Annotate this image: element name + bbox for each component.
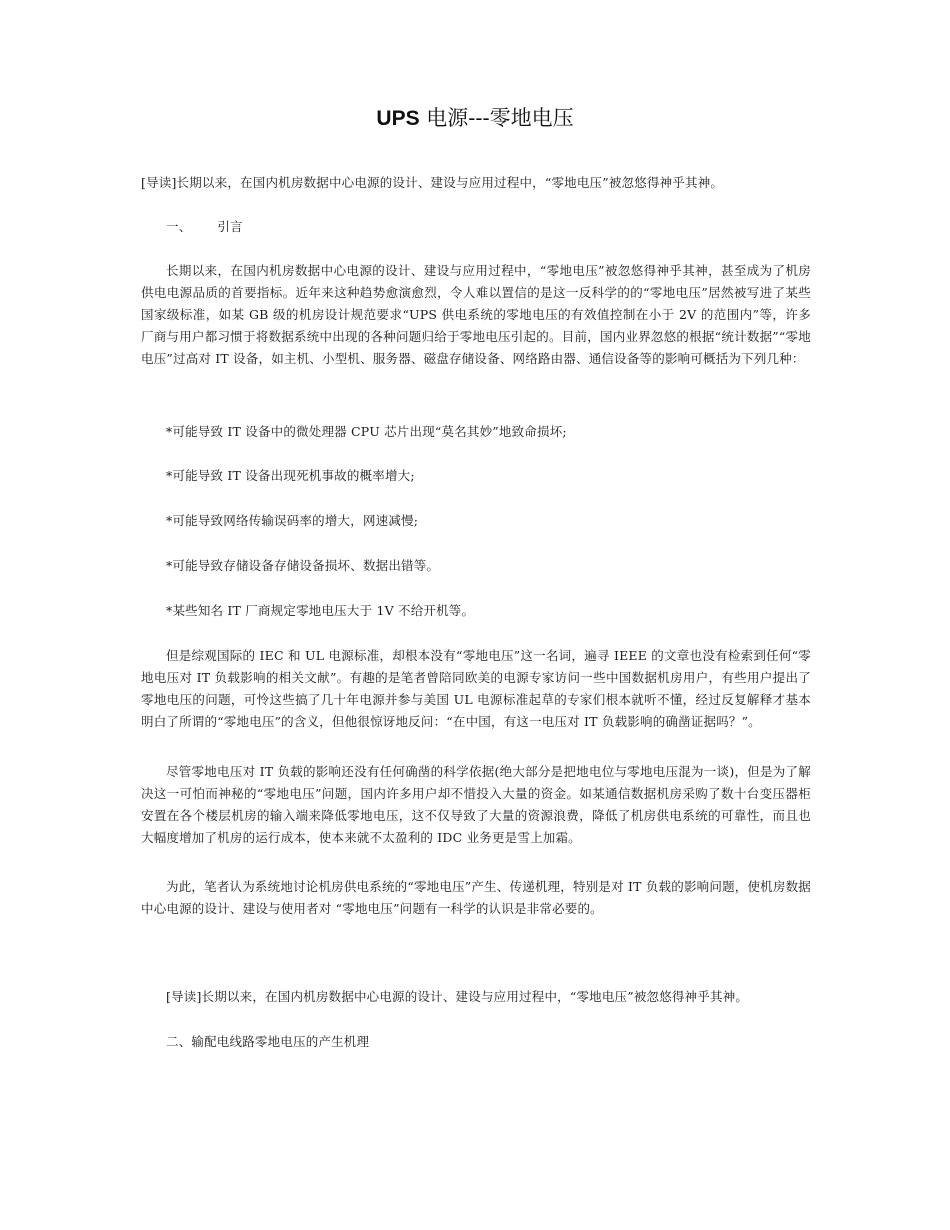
title-acronym: UPS	[376, 107, 420, 130]
bullet-item: *可能导致 IT 设备出现死机事故的概率增大;	[166, 468, 415, 483]
paragraph-4: 为此，笔者认为系统地讨论机房供电系统的“零地电压”产生、传递机理，特别是对 IT 负载的影响问题，使机房数据中心电源的设计、建设与使用者对 “零地电压”问题有一科学的认识是非常必要的。	[141, 879, 811, 916]
bullet-item: *可能导致 IT 设备中的微处理器 CPU 芯片出现“莫名其妙”地致命损坏;	[166, 424, 567, 439]
intro-paragraph: [导读]长期以来，在国内机房数据中心电源的设计、建设与应用过程中，“零地电压”被忽悠得神乎其神。	[141, 175, 724, 190]
paragraph-1: 长期以来，在国内机房数据中心电源的设计、建设与应用过程中，“零地电压”被忽悠得神乎其神，甚至成为了机房供电电源品质的首要指标。近年来这种趋势愈演愈烈，令人难以置信的是这一反科学的的“零地电压”居然被写进了某些国家级标准，如某 GB 级的机房设计规范要求“UPS 供电系统的零地电压的有效值控制在小于 2V 的范围内”等，许多厂商与用户都习惯于将数据系统中出现的各种问题归给于零地电压引起的。目前，国内业界忽悠的根据“统计数据”“零地电压”过高对 IT 设备，如主机、小型机、服务器、磁盘存储设备、网络路由器、通信设备等的影响可概括为下列几种：	[141, 263, 811, 366]
title-text: 电源---零地电压	[419, 106, 574, 130]
page-title	[0, 104, 950, 133]
section-1-title: 引言	[217, 219, 243, 234]
intro-paragraph-repeat: [导读]长期以来，在国内机房数据中心电源的设计、建设与应用过程中，“零地电压”被忽悠得神乎其神。	[166, 989, 749, 1004]
section-2-heading: 二、输配电线路零地电压的产生机理	[166, 1034, 370, 1049]
section-1-number: 一、	[166, 219, 192, 234]
bullet-item: *可能导致存储设备存储设备损坏、数据出错等。	[166, 558, 440, 573]
bullet-item: *可能导致网络传输误码率的增大，网速减慢;	[166, 513, 419, 528]
paragraph-3: 尽管零地电压对 IT 负载的影响还没有任何确凿的科学依据(绝大部分是把地电位与零地电压混为一谈)，但是为了解决这一可怕而神秘的“零地电压”问题，国内许多用户却不惜投入大量的资金。如某通信数据机房采购了数十台变压器柜安置在各个楼层机房的输入端来降低零地电压，这不仅导致了大量的资源浪费，降低了机房供电系统的可靠性，而且也大幅度增加了机房的运行成本，使本来就不太盈利的 IDC 业务更是雪上加霜。	[141, 764, 811, 845]
paragraph-2: 但是综观国际的 IEC 和 UL 电源标准，却根本没有“零地电压”这一名词，遍寻 IEEE 的文章也没有检索到任何“零地电压对 IT 负载影响的相关文献”。有趣的是笔者曾陪同欧美的电源专家访问一些中国数据机房用户，有些用户提出了零地电压的问题，可怜这些搞了几十年电源并参与美国 UL 电源标准起草的专家们根本就听不懂，经过反复解释才基本明白了所谓的“零地电压”的含义，但他很惊讶地反问：“在中国，有这一电压对 IT 负载影响的确凿证据吗？”。	[141, 648, 811, 729]
bullet-item: *某些知名 IT 厂商规定零地电压大于 1V 不给开机等。	[166, 603, 475, 618]
section-1-heading	[166, 216, 811, 238]
